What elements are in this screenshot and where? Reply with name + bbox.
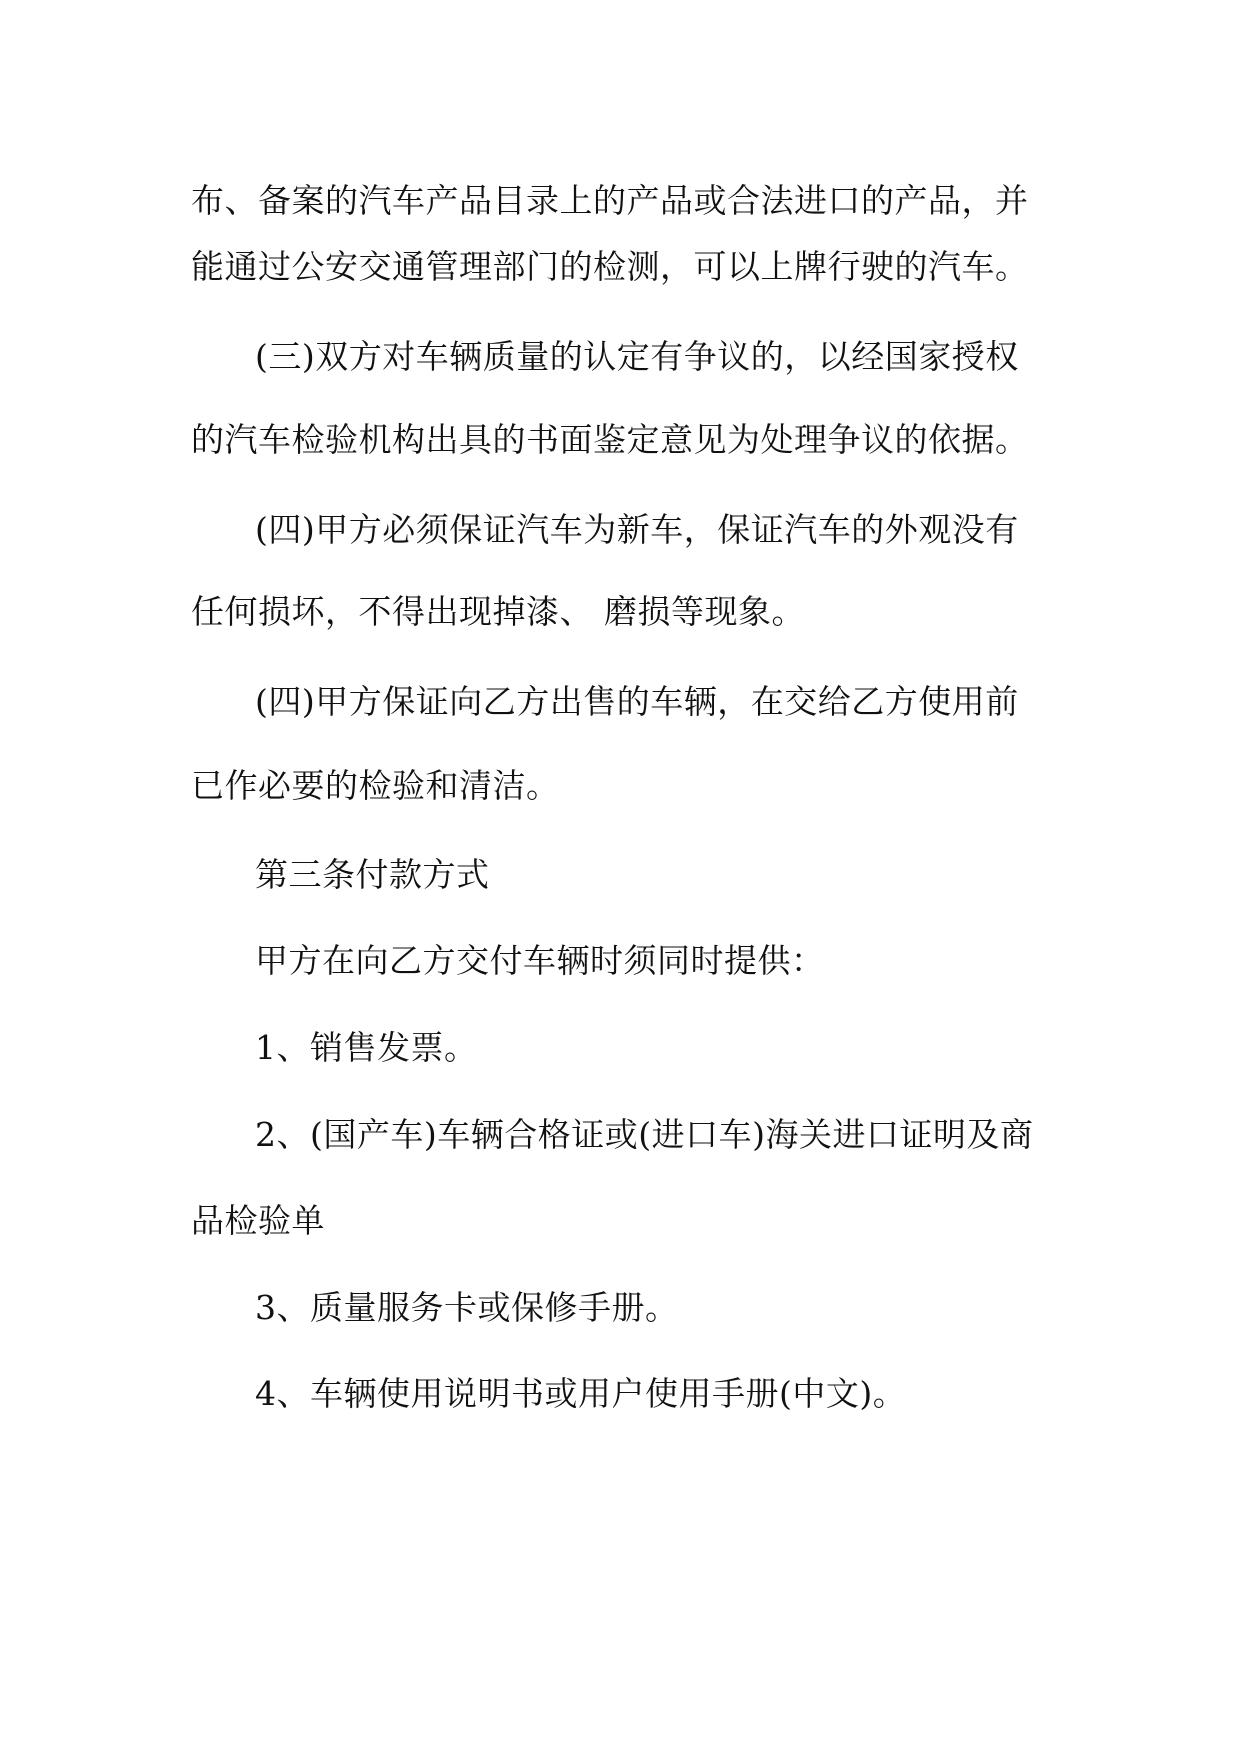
list-item: 2、(国产车)车辆合格证或(进口车)海关进口证明及商 (255, 1115, 1034, 1154)
paragraph-line: (四)甲方必须保证汽车为新车，保证汽车的外观没有 (255, 510, 1019, 549)
list-item: 3、质量服务卡或保修手册。 (255, 1288, 679, 1327)
paragraph-line: (三)双方对车辆质量的认定有争议的，以经国家授权 (255, 337, 1019, 376)
paragraph-line: 甲方在向乙方交付车辆时须同时提供： (255, 941, 825, 980)
paragraph-line: 布、备案的汽车产品目录上的产品或合法进口的产品，并 (191, 181, 1029, 220)
list-item-continuation: 品检验单 (191, 1201, 325, 1240)
paragraph-line: 的汽车检验机构出具的书面鉴定意见为处理争议的依据。 (191, 420, 1029, 459)
paragraph-line: 能通过公安交通管理部门的检测，可以上牌行驶的汽车。 (191, 247, 1029, 286)
paragraph-line: 已作必要的检验和清洁。 (191, 766, 560, 805)
list-item: 1、销售发票。 (255, 1028, 478, 1067)
section-heading: 第三条付款方式 (255, 855, 490, 894)
paragraph-line: 任何损坏，不得出现掉漆、 磨损等现象。 (191, 592, 805, 631)
paragraph-line: (四)甲方保证向乙方出售的车辆，在交给乙方使用前 (255, 682, 1019, 721)
list-item: 4、车辆使用说明书或用户使用手册(中文)。 (255, 1374, 907, 1413)
